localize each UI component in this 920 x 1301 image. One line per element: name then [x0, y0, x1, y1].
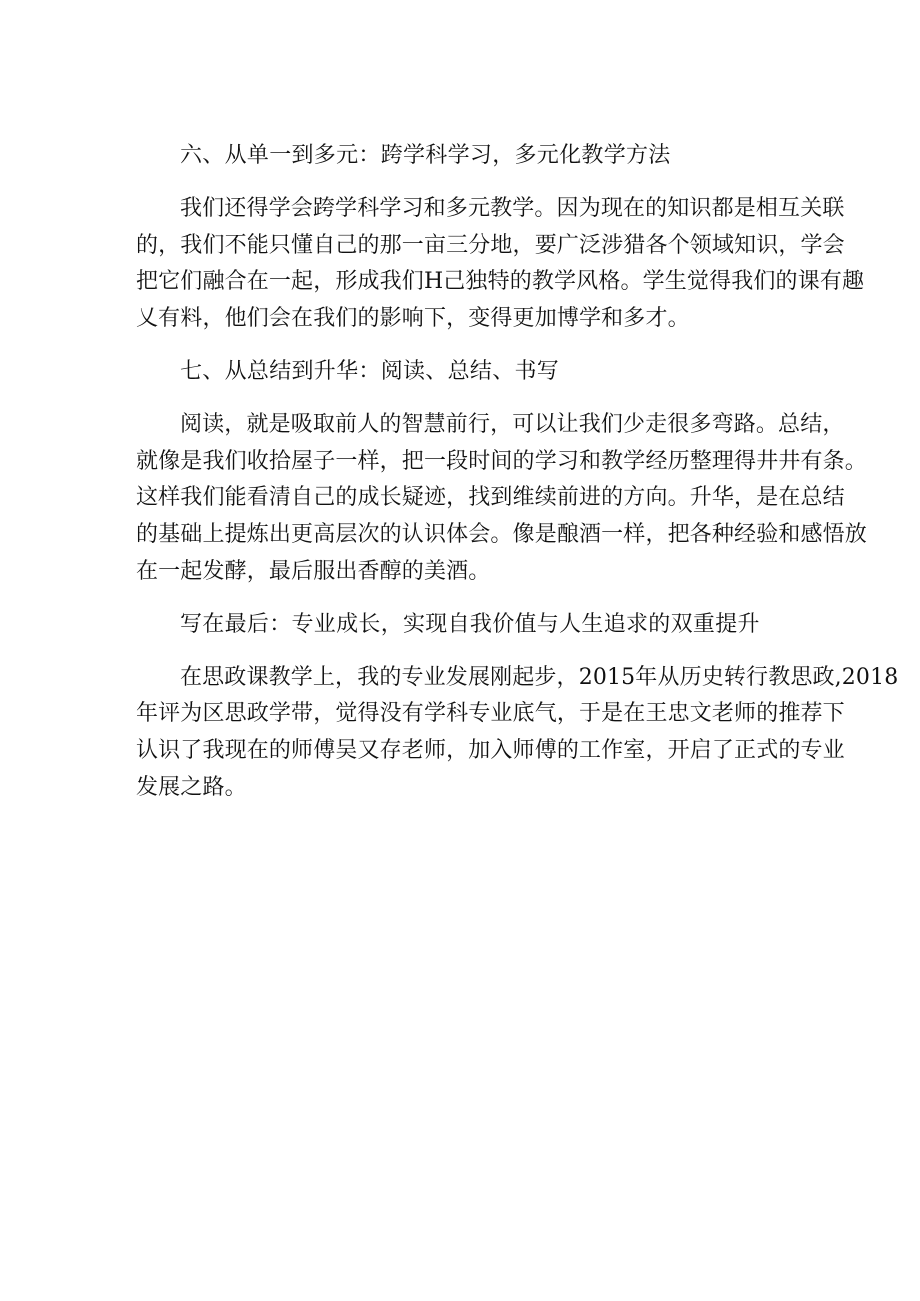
- section-heading-conclusion: 写在最后：专业成长，实现自我价值与人生追求的双重提升: [180, 611, 760, 637]
- section-heading-diversity: 六、从单一到多元：跨学科学习，多元化教学方法: [180, 143, 671, 168]
- section-paragraph-diversity: [136, 191, 865, 338]
- paragraph-line: 的基础上提炼出更高层次的认识体会。像是酿酒一样，把各种经验和感悟放: [136, 522, 867, 548]
- paragraph-line: 我们还得学会跨学科学习和多元教学。因为现在的知识都是相互关联: [180, 195, 845, 221]
- paragraph-line: 年评为区思政学带，觉得没有学科专业底气，于是在王忠文老师的推荐下: [136, 701, 845, 727]
- paragraph-line: 把它们融合在一起，形成我们H己独特的教学风格。学生觉得我们的课有趣: [136, 269, 865, 295]
- section-paragraph-conclusion: [136, 660, 899, 807]
- paragraph-line: 在思政课教学上，我的专业发展刚起步，2015年从历史转行教思政,2018: [180, 664, 899, 690]
- paragraph-line: 发展之路。: [136, 774, 247, 800]
- section-heading-summary: 七、从总结到升华：阅读、总结、书写: [180, 358, 560, 384]
- paragraph-line: 在一起发酵，最后服出香醇的美酒。: [136, 558, 491, 584]
- paragraph-line: 乂有料，他们会在我们的影响下，变得更加博学和多才。: [136, 306, 690, 332]
- document-body: [136, 138, 899, 807]
- paragraph-line: 就像是我们收拾屋子一样，把一段时间的学习和教学经历整理得井井有条。: [136, 448, 867, 474]
- paragraph-line: 阅读，就是吸取前人的智慧前行，可以让我们少走很多弯路。总结，: [180, 411, 845, 437]
- paragraph-line: 这样我们能看清自己的成长疑迹，找到维续前进的方向。升华，是在总结: [136, 485, 845, 511]
- section-paragraph-summary: [136, 407, 867, 591]
- paragraph-line: 的，我们不能只懂自己的那一亩三分地，要广泛涉猎各个领域知识，学会: [136, 232, 845, 258]
- paragraph-line: 认识了我现在的师傅吴又存老师，加入师傅的工作室，开启了正式的专业: [136, 738, 845, 764]
